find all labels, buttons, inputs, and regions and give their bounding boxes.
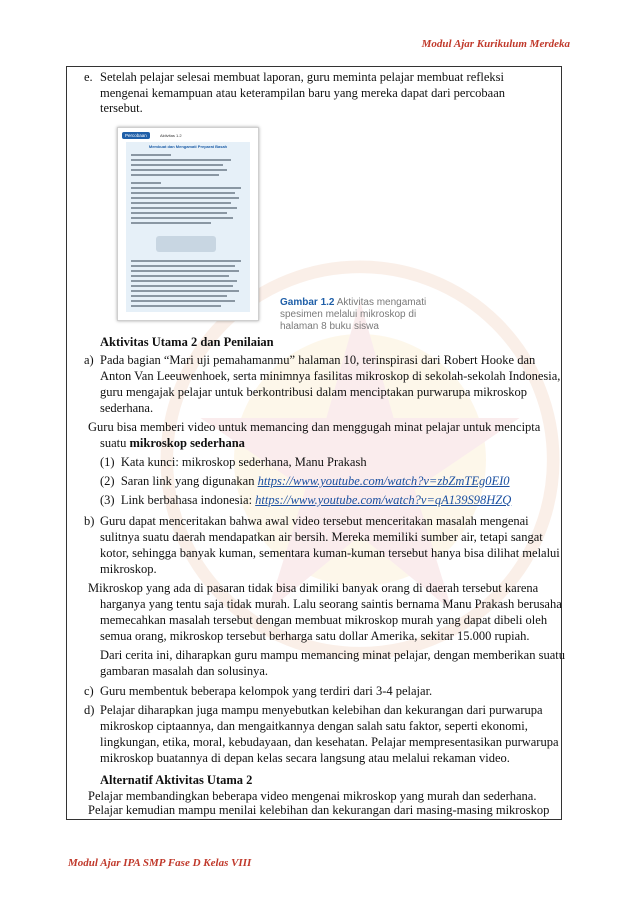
thumb-line	[131, 217, 233, 219]
thumb-activity: Aktivitas 1.2	[160, 133, 182, 138]
item-c-line-1: Guru membentuk beberapa kelompok yang terdiri dari 3-4 pelajar.	[100, 684, 433, 698]
thumb-line	[131, 197, 239, 199]
video-line-1: Guru bisa memberi video untuk memancing dan menggugah minat pelajar untuk mencipta	[88, 420, 541, 434]
thumb-line	[131, 182, 161, 184]
list-num-3: (3)	[100, 493, 115, 507]
page-header: Modul Ajar Kurikulum Merdeka	[421, 38, 570, 50]
item-d-line-4: mikroskop buatannya di depan kelas secara langsung atau melalui rekaman video.	[100, 751, 510, 765]
section-title-1: Aktivitas Utama 2 dan Penilaian	[100, 335, 274, 349]
list-text-1: Kata kunci: mikroskop sederhana, Manu Prakash	[120, 455, 367, 469]
thumb-line	[131, 285, 233, 287]
item-d-line-1: Pelajar diharapkan juga mampu menyebutkan kelebihan dan kekurangan dari purwarupa	[100, 703, 543, 717]
figure-thumbnail	[117, 127, 259, 321]
video-line-2	[100, 436, 245, 452]
item-b-line-4: mikroskop.	[100, 562, 157, 576]
list-item-1	[100, 455, 367, 471]
thumb-line	[131, 260, 241, 262]
list-text-3: Link berbahasa indonesia:	[120, 493, 256, 507]
thumb-title: Membuat dan Mengamati Preparat Basah	[148, 144, 228, 149]
page-footer: Modul Ajar IPA SMP Fase D Kelas VIII	[68, 857, 252, 869]
thumb-line	[131, 275, 229, 277]
thumb-panel	[126, 142, 250, 312]
list-item-2	[100, 474, 510, 490]
item-b-line-2: sulitnya suatu daerah mendapatkan air bersih. Mereka memiliki sumber air, tetapi sangat	[100, 530, 543, 544]
video-keyword: mikroskop sederhana	[129, 436, 245, 450]
list-text-2: Saran link yang digunakan	[120, 474, 258, 488]
item-b-label: b)	[84, 514, 95, 528]
para3-line-2: gambaran masalah dan solusinya.	[100, 664, 269, 678]
thumb-line	[131, 169, 227, 171]
item-e-line-2: mengenai kemampuan atau keterampilan baru yang mereka dapat dari percobaan	[100, 85, 506, 100]
item-a-label: a)	[84, 353, 94, 367]
thumb-line	[131, 270, 239, 272]
thumb-line	[131, 174, 219, 176]
thumb-line	[131, 164, 223, 166]
thumb-line	[131, 212, 227, 214]
youtube-link-2[interactable]: https://www.youtube.com/watch?v=qA139S98HZQ	[255, 493, 512, 507]
thumb-line	[131, 187, 241, 189]
thumb-line	[131, 154, 171, 156]
section2-line-2: Pelajar kemudian mampu menilai kelebihan dan kekurangan dari masing-masing mikroskop	[88, 803, 550, 817]
list-item-3	[100, 493, 511, 509]
list-num-1: (1)	[100, 455, 115, 469]
figure-caption	[280, 297, 426, 333]
youtube-link-1[interactable]: https://www.youtube.com/watch?v=zbZmTEg0EI0	[257, 474, 510, 488]
thumb-line	[131, 295, 227, 297]
item-d-label: d)	[84, 703, 95, 717]
caption-line-1: Aktivitas mengamati	[336, 297, 427, 308]
thumb-line	[131, 305, 221, 307]
item-a-line-4: sederhana.	[100, 401, 154, 415]
thumb-tag: Percobaan	[122, 132, 150, 139]
thumb-line	[131, 290, 239, 292]
section2-line-1: Pelajar membandingkan beberapa video mengenai mikroskop yang murah dan sederhana.	[88, 789, 537, 803]
thumb-line	[131, 300, 235, 302]
thumb-line	[131, 222, 211, 224]
caption-label: Gambar 1.2	[280, 297, 335, 308]
caption-line-3: halaman 8 buku siswa	[280, 321, 379, 332]
caption-line-2: spesimen melalui mikroskop di	[280, 309, 417, 320]
thumb-line	[131, 280, 237, 282]
item-d-line-2: mikroskop ciptaannya, dan mengaitkannya dengan salah satu faktor, seperti ekonomi,	[100, 719, 528, 733]
para2-line-2: harganya yang tentu saja tidak murah. Lalu seorang saintis bernama Manu Prakash berusaha	[100, 597, 562, 611]
item-e-line-1: Setelah pelajar selesai membuat laporan, guru meminta pelajar membuat refleksi	[100, 70, 505, 84]
item-e-label: e.	[84, 70, 93, 84]
item-a-line-3: guru mengajak pelajar untuk berkontribusi dalam menciptakan purwarupa mikroskop	[100, 385, 527, 399]
item-b-line-1: Guru dapat menceritakan bahwa awal video tersebut menceritakan masalah mengenai	[100, 514, 529, 528]
para2-line-4: semua orang, mikroskop tersebut berharga satu dollar Amerika, sekitar 15.000 rupiah.	[100, 629, 530, 643]
item-e-line-3: tersebut.	[100, 101, 143, 116]
item-d-line-3: lingkungan, etika, moral, kebudayaan, dan kesehatan. Pelajar mempresentasikan purwarupa	[100, 735, 559, 749]
thumb-line	[131, 159, 231, 161]
section-title-2: Alternatif Aktivitas Utama 2	[100, 773, 253, 787]
list-num-2: (2)	[100, 474, 115, 488]
para2-line-3: memecahkan masalah tersebut dengan membuat mikroskop murah yang dapat dibeli oleh	[100, 613, 548, 627]
thumb-line	[131, 265, 235, 267]
thumb-illustration	[156, 236, 216, 252]
thumb-line	[131, 207, 237, 209]
item-c-label: c)	[84, 684, 94, 698]
item-a-line-2: Anton Van Leeuwenhoek, serta minimnya fasilitas mikroskop di sekolah-sekolah Indonesia,	[100, 369, 561, 383]
item-a-line-1: Pada bagian “Mari uji pemahamanmu” halaman 10, terinspirasi dari Robert Hooke dan	[100, 353, 536, 367]
item-b-line-3: kotor, sehingga banyak kuman, sementara kuman-kuman tersebut hanya bisa dilihat melalui	[100, 546, 560, 560]
para3-line-1: Dari cerita ini, diharapkan guru mampu memancing minat pelajar, dengan memberikan suatu	[100, 648, 565, 662]
thumb-line	[131, 192, 235, 194]
thumb-line	[131, 202, 231, 204]
video-line-2-text: suatu	[100, 436, 130, 450]
para2-line-1: Mikroskop yang ada di pasaran tidak bisa dimiliki banyak orang di daerah tersebut karena	[88, 581, 539, 595]
